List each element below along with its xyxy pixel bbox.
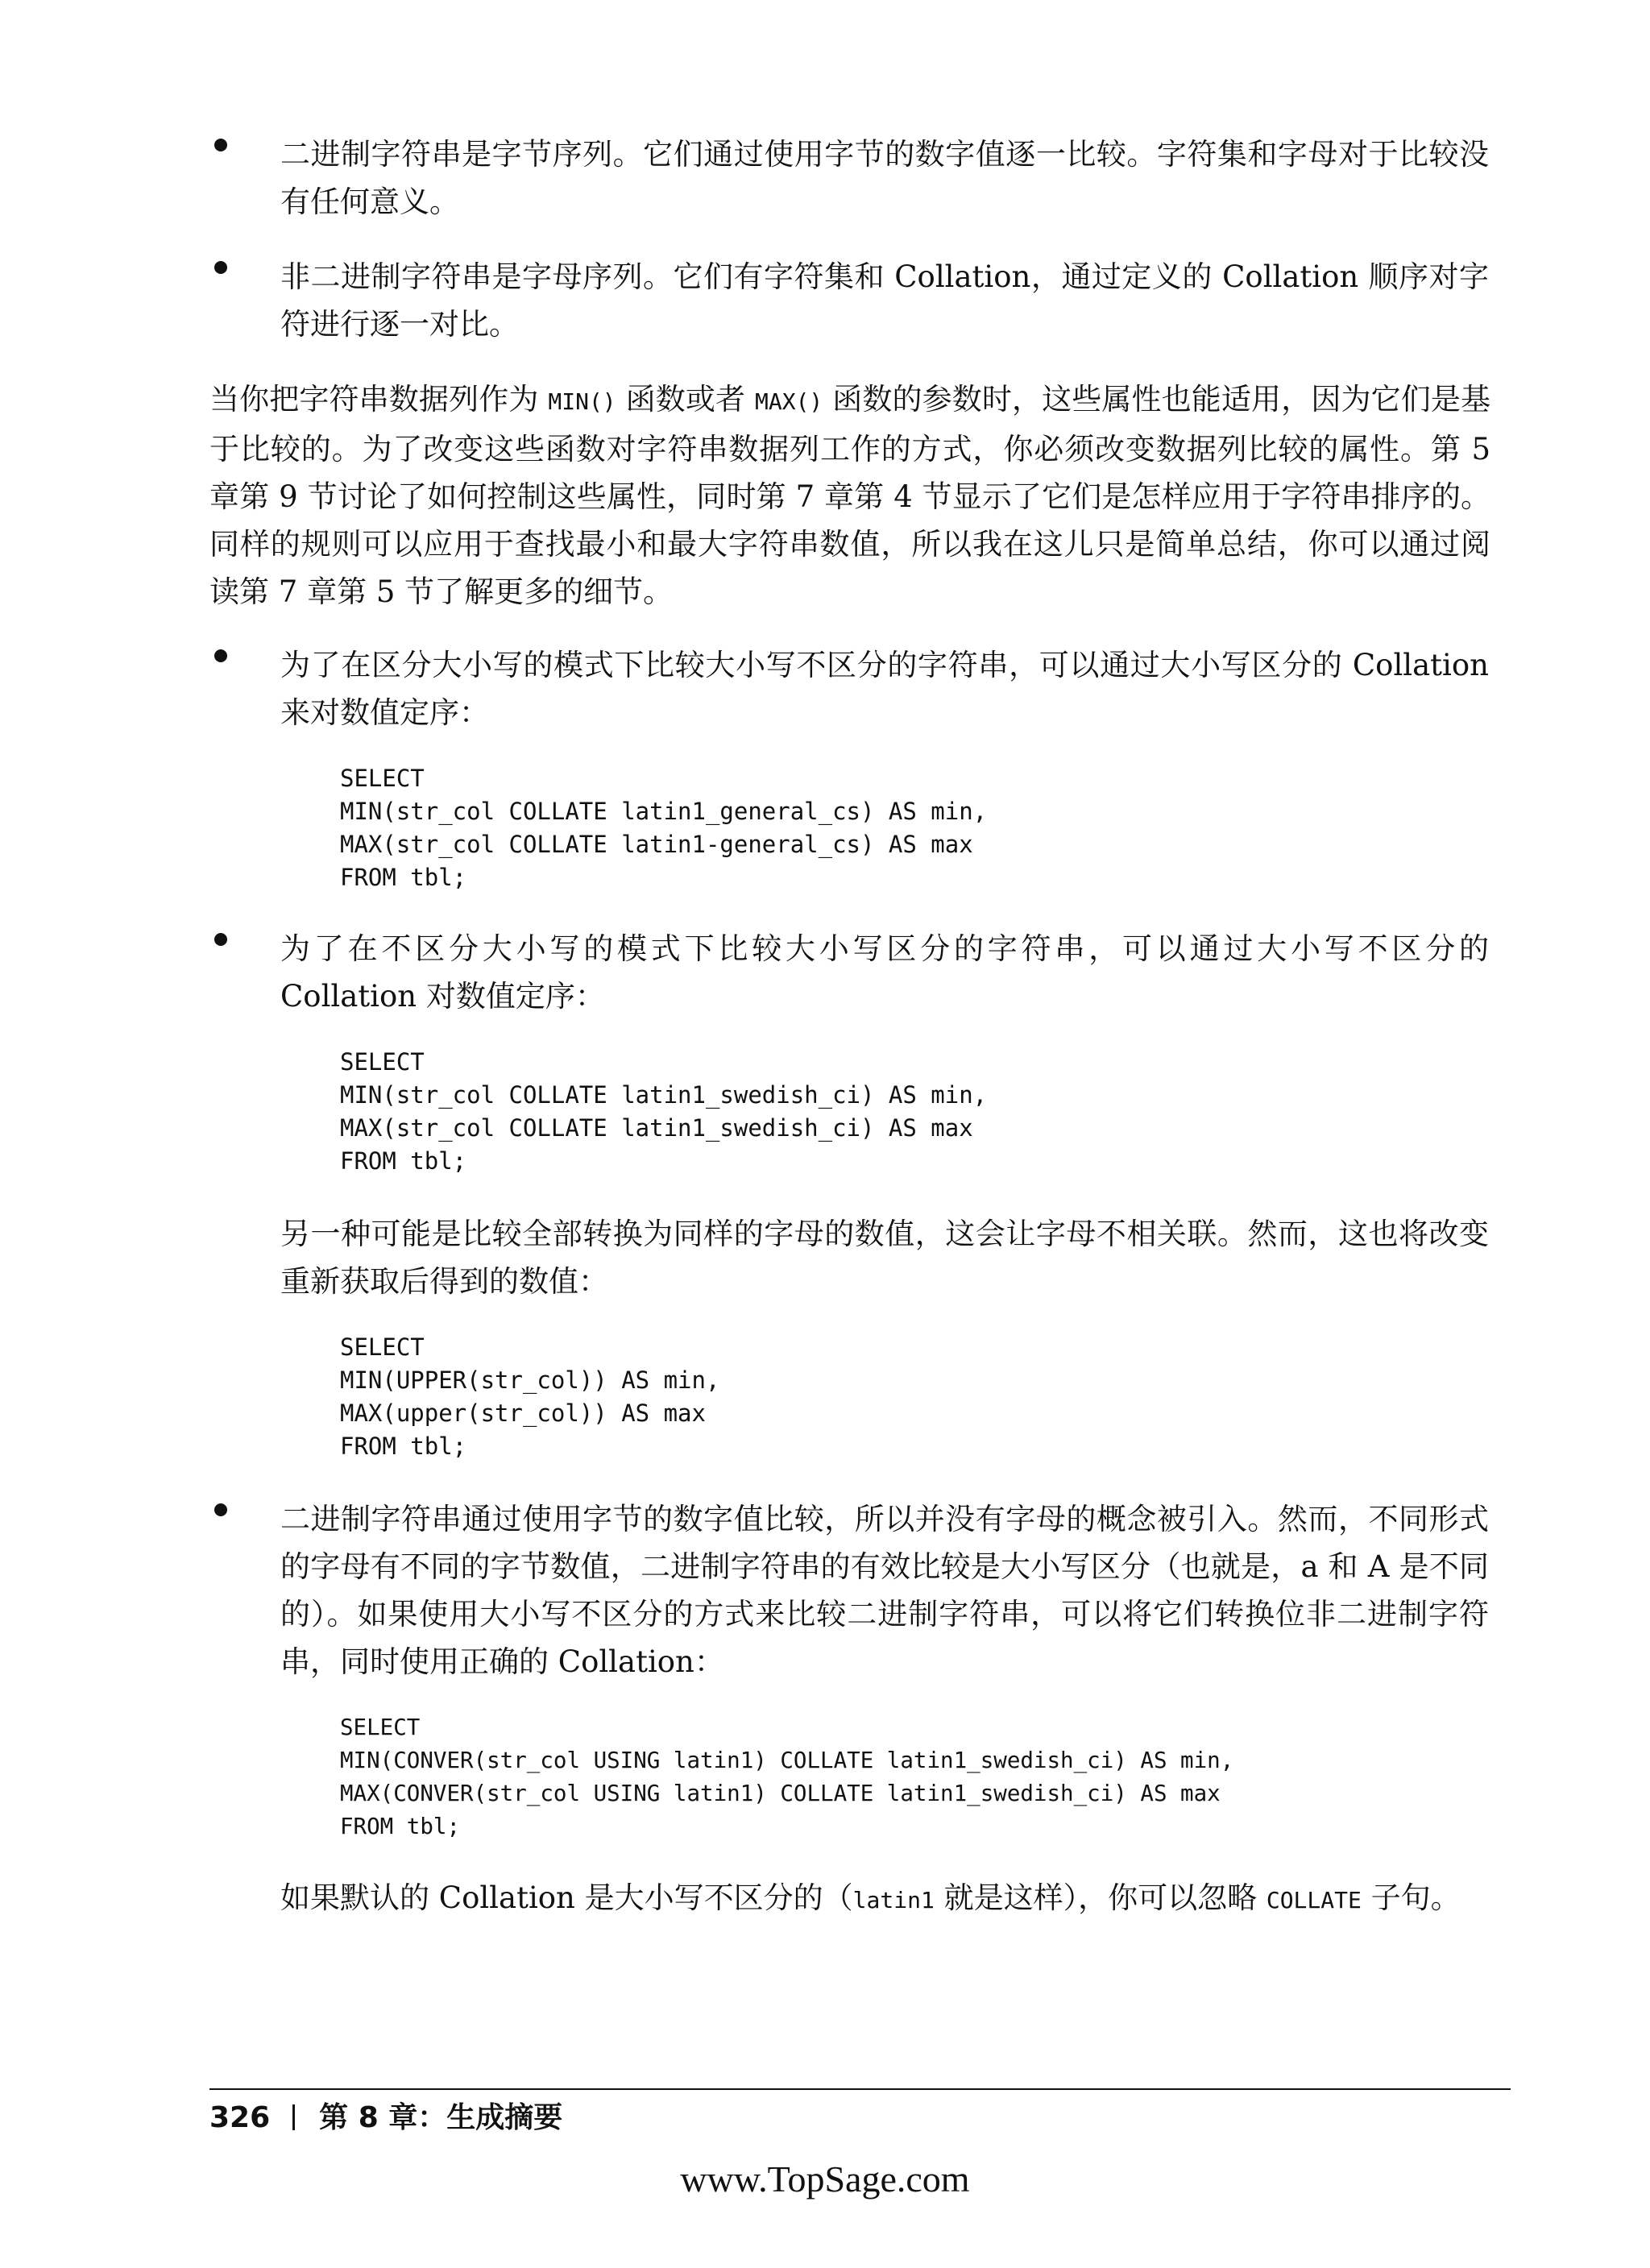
bullet-dot (214, 139, 227, 151)
body-paragraph: 如果默认的 Collation 是大小写不区分的（latin1 就是这样），你可以忽略 COLLATE 子句。 (280, 1880, 1461, 1915)
bullet-text: 非二进制字符串是字母序列。它们有字符集和 Collation，通过定义的 Collation 顺序对字符进行逐一对比。 (280, 259, 1489, 342)
bullet-text: 二进制字符串通过使用字节的数字值比较，所以并没有字母的概念被引入。然而，不同形式的字母有不同的字节数值，二进制字符串的有效比较是大小写区分（也就是，a 和 A 是不同的）。如果使用大小写不区分的方式来比较二进制字符串，可以将它们转换位非二进制字符串，同时使用正确的 Collation： (280, 1502, 1489, 1679)
bullet-text: 二进制字符串是字节序列。它们通过使用字节的数字值逐一比较。字符集和字母对于比较没有任何意义。 (280, 137, 1489, 219)
page-number: 326 (209, 2101, 271, 2134)
code-block: SELECT MIN(str_col COLLATE latin1_swedish_ci) AS min, MAX(str_col COLLATE latin1_swedish_ci) AS max FROM tbl; (340, 1048, 988, 1175)
footer-rule (209, 2088, 1511, 2090)
inline-code: COLLATE (1266, 1887, 1362, 1913)
body-paragraph: 另一种可能是比较全部转换为同样的字母的数值，这会让字母不相关联。然而，这也将改变重新获取后得到的数值： (280, 1217, 1489, 1299)
code-block: SELECT MIN(UPPER(str_col)) AS min, MAX(upper(str_col)) AS max FROM tbl; (340, 1333, 720, 1460)
footer-separator (292, 2104, 295, 2130)
bullet-text: 为了在区分大小写的模式下比较大小写不区分的字符串，可以通过大小写区分的 Collation 来对数值定序： (280, 648, 1489, 730)
code-block: SELECT MIN(CONVER(str_col USING latin1) COLLATE latin1_swedish_ci) AS min, MAX(CONVER(str_col USING latin1) COLLATE latin1_swedish_ci) AS max FROM tbl; (340, 1714, 1234, 1839)
bullet-dot (214, 933, 227, 946)
bullet-text: 为了在不区分大小写的模式下比较大小写区分的字符串，可以通过大小写不区分的 Collation 对数值定序： (280, 931, 1489, 1014)
page-footer (209, 2099, 562, 2137)
inline-code: latin1 (852, 1887, 935, 1913)
inline-code: MIN() (548, 388, 616, 415)
code-block: SELECT MIN(str_col COLLATE latin1_general_cs) AS min, MAX(str_col COLLATE latin1-general_cs) AS max FROM tbl; (340, 765, 988, 891)
body-paragraph: 当你把字符串数据列作为 MIN() 函数或者 MAX() 函数的参数时，这些属性也能适用，因为它们是基于比较的。为了改变这些函数对字符串数据列工作的方式，你必须改变数据列比较的属性。第 5 章第 9 节讨论了如何控制这些属性，同时第 7 章第 4 节显示了它们是怎样应用于字符串排序的。同样的规则可以应用于查找最小和最大字符串数值，所以我在这儿只是简单总结，你可以通过阅读第 7 章第 5 节了解更多的细节。 (209, 382, 1490, 609)
chapter-title: 第 8 章：生成摘要 (319, 2101, 563, 2134)
bullet-dot (214, 1503, 227, 1516)
bullet-dot (214, 261, 227, 274)
bullet-dot (214, 649, 227, 662)
inline-code: MAX() (755, 388, 823, 415)
website-watermark: www.TopSage.com (680, 2158, 970, 2200)
